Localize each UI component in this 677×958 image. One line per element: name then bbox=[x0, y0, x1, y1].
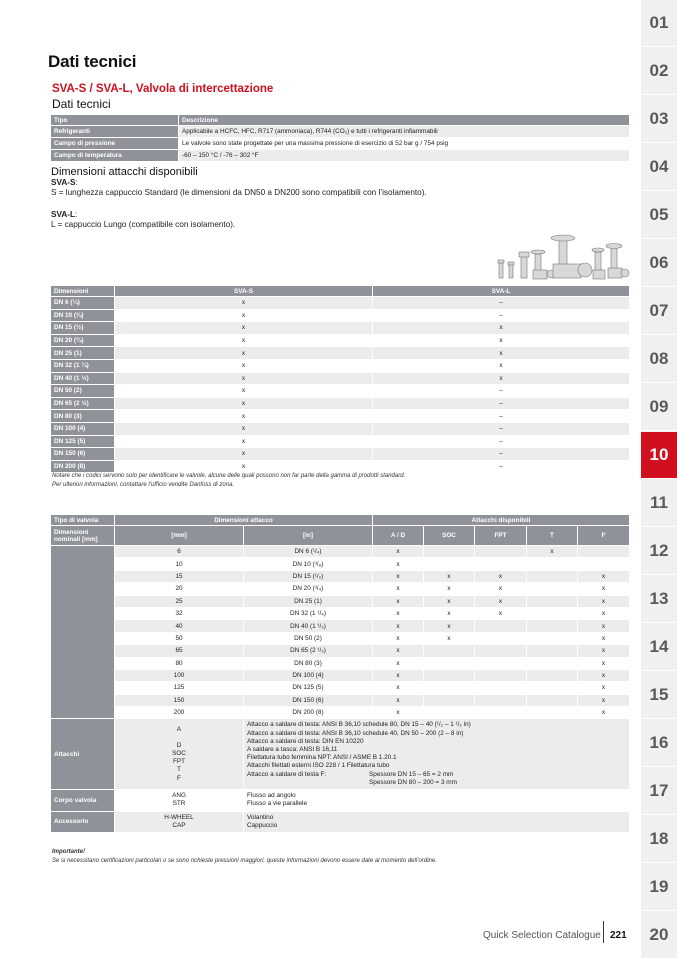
cell-f: x bbox=[578, 707, 630, 719]
table-row bbox=[51, 372, 630, 385]
important-title: Importante! bbox=[52, 849, 85, 855]
section-title: SVA-S / SVA-L, Valvola di intercettazione bbox=[52, 83, 274, 95]
header-fpt: FPT bbox=[475, 526, 527, 546]
row-value: -60 – 150 °C / -76 – 302 °F bbox=[179, 150, 630, 162]
table-row bbox=[51, 422, 630, 435]
sva-s-value: x bbox=[115, 309, 373, 322]
code-cap: CAP bbox=[172, 821, 186, 829]
header-f: F bbox=[578, 526, 630, 546]
attacchi-line: Attacco a saldare di testa: ANSI B 36,10 schedule 80, DN 15 – 40 (¹/₂ – 1 ¹/₂ in) bbox=[247, 721, 471, 729]
cell-f: x bbox=[578, 657, 630, 669]
sva-s-value: x bbox=[115, 297, 373, 310]
chapter-tab-19[interactable]: 19 bbox=[641, 864, 677, 911]
cell-mm: 50 bbox=[115, 632, 244, 644]
dimension-label: DN 200 (8) bbox=[51, 460, 115, 473]
chapter-tabs bbox=[641, 0, 677, 958]
table-row bbox=[51, 150, 630, 162]
header-ad: A / D bbox=[373, 526, 424, 546]
sva-s-value: x bbox=[115, 347, 373, 360]
dimension-label: DN 32 (1 ¼) bbox=[51, 359, 115, 372]
accessorio-line: Cappuccio bbox=[247, 821, 278, 829]
cell-fpt bbox=[475, 669, 527, 681]
sva-s-value: x bbox=[115, 435, 373, 448]
table-row bbox=[51, 397, 630, 410]
cell-f: x bbox=[578, 682, 630, 694]
table-row bbox=[51, 385, 630, 398]
sva-l-value: – bbox=[373, 397, 630, 410]
cell-in: DN 32 (1 ¹/₄) bbox=[244, 607, 373, 619]
accessorio-label: Accessorio bbox=[51, 811, 115, 832]
chapter-tab-14[interactable]: 14 bbox=[641, 624, 677, 671]
cell-t bbox=[527, 682, 578, 694]
sva-s-value: x bbox=[115, 322, 373, 335]
dimensions-table bbox=[50, 285, 630, 473]
table-row bbox=[51, 410, 630, 423]
sva-l-value: x bbox=[373, 359, 630, 372]
note-line-2: Per ulteriori informazioni, contattare l’ufficio vendite Danfoss di zona. bbox=[52, 482, 235, 488]
cell-soc: x bbox=[424, 632, 475, 644]
cell-mm: 200 bbox=[115, 707, 244, 719]
chapter-tab-10[interactable]: 10 bbox=[641, 432, 677, 479]
row-label: Refrigeranti bbox=[51, 126, 179, 138]
table-row bbox=[51, 347, 630, 360]
cell-t bbox=[527, 632, 578, 644]
cell-mm: 32 bbox=[115, 607, 244, 619]
cell-t bbox=[527, 669, 578, 681]
code-t: T bbox=[177, 766, 181, 774]
cell-ad: x bbox=[373, 682, 424, 694]
row-label: Campo di temperatura bbox=[51, 150, 179, 162]
header-sva-l: SVA-L bbox=[373, 286, 630, 297]
attacchi-line: A saldare a tasca: ANSI B 16,11 bbox=[247, 746, 338, 754]
row-value: Le valvole sono state progettate per una massima pressione di esercizio di 52 bar g / 754 psig bbox=[179, 138, 630, 150]
dimensions-title: Dimensioni attacchi disponibili bbox=[51, 166, 198, 178]
cell-mm: 125 bbox=[115, 682, 244, 694]
cell-in: DN 50 (2) bbox=[244, 632, 373, 644]
cell-in: DN 40 (1 ¹/₂) bbox=[244, 620, 373, 632]
sva-l-text: L = cappuccio Lungo (compatibile con isolamento). bbox=[51, 220, 236, 229]
sva-s-colon: : bbox=[75, 178, 78, 187]
cell-fpt: x bbox=[475, 607, 527, 619]
cell-t bbox=[527, 694, 578, 706]
cell-fpt bbox=[475, 657, 527, 669]
sva-s-value: x bbox=[115, 397, 373, 410]
corpo-label: Corpo valvola bbox=[51, 790, 115, 811]
cell-in: DN 200 (8) bbox=[244, 707, 373, 719]
note-line-1: Notare che i codici servono solo per identificare le valvole, alcune delle quali possono non far parte della gamma di prodotti standard. bbox=[52, 473, 406, 479]
cell-fpt bbox=[475, 694, 527, 706]
cell-soc bbox=[424, 546, 475, 558]
sva-l-value: – bbox=[373, 410, 630, 423]
chapter-tab-20[interactable]: 20 bbox=[641, 912, 677, 958]
cell-soc: x bbox=[424, 607, 475, 619]
dimension-label: DN 40 (1 ½) bbox=[51, 372, 115, 385]
chapter-tab-09[interactable]: 09 bbox=[641, 384, 677, 431]
cell-ad: x bbox=[373, 607, 424, 619]
attacchi-f-val2: Spessore DN 80 – 200 = 3 mm bbox=[369, 778, 457, 786]
cell-in: DN 65 (2 ¹/₂) bbox=[244, 645, 373, 657]
code-hwheel: H-WHEEL bbox=[164, 813, 194, 821]
dimension-label: DN 100 (4) bbox=[51, 422, 115, 435]
attacchi-f-line bbox=[247, 779, 626, 787]
cell-in: DN 25 (1) bbox=[244, 595, 373, 607]
chapter-tab-16[interactable]: 16 bbox=[641, 720, 677, 767]
tech-data-table bbox=[50, 114, 630, 162]
cell-mm: 100 bbox=[115, 669, 244, 681]
header-attacchi-disponibili: Attacchi disponibili bbox=[373, 515, 630, 526]
sva-s-value: x bbox=[115, 460, 373, 473]
table-row bbox=[51, 322, 630, 335]
table-row bbox=[51, 694, 630, 706]
cell-fpt bbox=[475, 632, 527, 644]
footer-divider bbox=[603, 921, 604, 943]
cell-fpt bbox=[475, 546, 527, 558]
dimension-label: DN 6 (¼) bbox=[51, 297, 115, 310]
cell-in: DN 150 (6) bbox=[244, 694, 373, 706]
accessorio-line: Volantino bbox=[247, 813, 274, 821]
corpo-codes bbox=[115, 790, 244, 811]
page-title: Dati tecnici bbox=[48, 52, 137, 71]
cell-soc bbox=[424, 707, 475, 719]
corpo-descriptions bbox=[244, 790, 630, 811]
cell-f: x bbox=[578, 694, 630, 706]
table-row bbox=[51, 460, 630, 473]
table-row bbox=[51, 669, 630, 681]
cell-ad: x bbox=[373, 707, 424, 719]
sva-l-colon: : bbox=[74, 210, 78, 219]
cell-ad: x bbox=[373, 694, 424, 706]
accessorio-codes bbox=[115, 811, 244, 832]
cell-f: x bbox=[578, 570, 630, 582]
table-row bbox=[51, 309, 630, 322]
code-d: D bbox=[176, 741, 182, 749]
cell-t bbox=[527, 645, 578, 657]
sva-s-value: x bbox=[115, 359, 373, 372]
attacchi-f-line bbox=[247, 771, 626, 779]
attacchi-label: Attacchi bbox=[51, 719, 115, 790]
sva-s-text: S = lunghezza cappuccio Standard (le dimensioni da DN50 a DN200 sono compatibili con l’isolamento). bbox=[51, 188, 427, 197]
cell-ad: x bbox=[373, 546, 424, 558]
table-row bbox=[51, 583, 630, 595]
cell-soc bbox=[424, 694, 475, 706]
chapter-tab-01[interactable]: 01 bbox=[641, 0, 677, 47]
dimension-label: DN 20 (¾) bbox=[51, 334, 115, 347]
code-soc: SOC bbox=[172, 750, 186, 758]
sva-l-value: – bbox=[373, 385, 630, 398]
table-row bbox=[51, 435, 630, 448]
sva-s-value: x bbox=[115, 372, 373, 385]
header-tipo-valvola: Tipo di valvola bbox=[51, 515, 115, 526]
cell-mm: 40 bbox=[115, 620, 244, 632]
header-sva-s: SVA-S bbox=[115, 286, 373, 297]
cell-mm: 65 bbox=[115, 645, 244, 657]
cell-in: DN 20 (³/₄) bbox=[244, 583, 373, 595]
cell-ad: x bbox=[373, 657, 424, 669]
cell-soc bbox=[424, 669, 475, 681]
sva-l-value: x bbox=[373, 322, 630, 335]
corpo-row bbox=[51, 790, 630, 811]
dimension-label: DN 150 (6) bbox=[51, 448, 115, 461]
chapter-tab-13[interactable]: 13 bbox=[641, 576, 677, 623]
cell-mm: 150 bbox=[115, 694, 244, 706]
table-row bbox=[51, 632, 630, 644]
sva-l-value: x bbox=[373, 334, 630, 347]
dimension-label: DN 80 (3) bbox=[51, 410, 115, 423]
cell-mm: 25 bbox=[115, 595, 244, 607]
row-label: Campo di pressione bbox=[51, 138, 179, 150]
code-spacer bbox=[118, 734, 240, 742]
cell-ad: x bbox=[373, 645, 424, 657]
cell-fpt bbox=[475, 645, 527, 657]
cell-t: x bbox=[527, 546, 578, 558]
chapter-tab-05[interactable]: 05 bbox=[641, 192, 677, 239]
cell-f: x bbox=[578, 645, 630, 657]
attacchi-line: Attacco a saldare di testa: DIN EN 10220 bbox=[247, 737, 364, 745]
sva-s-value: x bbox=[115, 385, 373, 398]
dimension-label: DN 50 (2) bbox=[51, 385, 115, 398]
sva-l-value: – bbox=[373, 422, 630, 435]
code-fpt: FPT bbox=[172, 758, 186, 766]
table-row bbox=[51, 657, 630, 669]
chapter-tab-08[interactable]: 08 bbox=[641, 336, 677, 383]
code-a: A bbox=[176, 725, 182, 733]
cell-fpt bbox=[475, 682, 527, 694]
corpo-line: Flusso ad angolo bbox=[247, 792, 296, 800]
sva-s-value: x bbox=[115, 422, 373, 435]
corpo-line: Flusso a vie parallele bbox=[247, 800, 308, 808]
cell-mm: 15 bbox=[115, 570, 244, 582]
cell-fpt bbox=[475, 707, 527, 719]
cell-t bbox=[527, 570, 578, 582]
attacchi-codes bbox=[115, 719, 244, 790]
header-mm: [mm] bbox=[115, 526, 244, 546]
chapter-tab-02[interactable]: 02 bbox=[641, 48, 677, 95]
table-row bbox=[51, 707, 630, 719]
accessorio-descriptions bbox=[244, 811, 630, 832]
table-row bbox=[51, 607, 630, 619]
header-dimensioni-nominali: Dimensioni nominali [mm] bbox=[51, 526, 115, 546]
cell-fpt bbox=[475, 620, 527, 632]
cell-in: DN 125 (5) bbox=[244, 682, 373, 694]
cell-mm: 80 bbox=[115, 657, 244, 669]
dimension-label: DN 15 (½) bbox=[51, 322, 115, 335]
attacchi-row bbox=[51, 719, 630, 790]
attacchi-f-label: Attacco a saldare di testa F: bbox=[247, 770, 327, 778]
cell-t bbox=[527, 583, 578, 595]
table-row bbox=[51, 138, 630, 150]
cell-in: DN 80 (3) bbox=[244, 657, 373, 669]
cell-t bbox=[527, 707, 578, 719]
cell-in: DN 15 (¹/₂) bbox=[244, 570, 373, 582]
table-row bbox=[51, 359, 630, 372]
table-row bbox=[51, 595, 630, 607]
cell-fpt: x bbox=[475, 595, 527, 607]
cell-ad: x bbox=[373, 570, 424, 582]
header-soc: SOC bbox=[424, 526, 475, 546]
connections-table bbox=[50, 514, 630, 833]
cell-f: x bbox=[578, 607, 630, 619]
table-row bbox=[51, 126, 630, 138]
sva-s-value: x bbox=[115, 410, 373, 423]
cell-soc: x bbox=[424, 595, 475, 607]
chapter-tab-17[interactable]: 17 bbox=[641, 768, 677, 815]
attacchi-f-val1: Spessore DN 15 – 65 = 2 mm bbox=[369, 770, 454, 778]
chapter-tab-07[interactable]: 07 bbox=[641, 288, 677, 335]
footer-catalogue-name: Quick Selection Catalogue bbox=[483, 930, 601, 941]
dimension-label: DN 10 (⅜) bbox=[51, 309, 115, 322]
cell-t bbox=[527, 607, 578, 619]
cell-t bbox=[527, 620, 578, 632]
sva-l-value: x bbox=[373, 372, 630, 385]
chapter-tab-11[interactable]: 11 bbox=[641, 480, 677, 527]
cell-in: DN 6 (¹/₄) bbox=[244, 546, 373, 558]
sva-l-value: – bbox=[373, 448, 630, 461]
cell-f bbox=[578, 558, 630, 570]
cell-f: x bbox=[578, 620, 630, 632]
sva-s-label: SVA-S bbox=[51, 178, 76, 187]
attacchi-line: Attacchi filettati esterni ISO 228 / 1 Filettatura tubo bbox=[247, 762, 390, 770]
cell-in: DN 10 (³/₈) bbox=[244, 558, 373, 570]
sva-s-value: x bbox=[115, 334, 373, 347]
cell-t bbox=[527, 657, 578, 669]
cell-ad: x bbox=[373, 583, 424, 595]
cell-soc: x bbox=[424, 620, 475, 632]
attacchi-line: Filettatura tubo femmina NPT: ANSI / ASME B 1.20.1 bbox=[247, 754, 397, 762]
cell-ad: x bbox=[373, 632, 424, 644]
dimension-label: DN 125 (5) bbox=[51, 435, 115, 448]
header-dimensioni: Dimensioni bbox=[51, 286, 115, 297]
cell-soc bbox=[424, 657, 475, 669]
code-f: F bbox=[177, 774, 181, 782]
cell-in: DN 100 (4) bbox=[244, 669, 373, 681]
accessorio-row bbox=[51, 811, 630, 832]
cell-f: x bbox=[578, 583, 630, 595]
table-row bbox=[51, 546, 630, 558]
chapter-tab-18[interactable]: 18 bbox=[641, 816, 677, 863]
header-descrizione: Descrizione bbox=[179, 115, 630, 126]
cell-ad: x bbox=[373, 669, 424, 681]
sva-s-label-line bbox=[51, 178, 78, 187]
chapter-tab-06[interactable]: 06 bbox=[641, 240, 677, 287]
cell-f bbox=[578, 546, 630, 558]
cell-mm: 6 bbox=[115, 546, 244, 558]
chapter-tab-04[interactable]: 04 bbox=[641, 144, 677, 191]
sva-s-value: x bbox=[115, 448, 373, 461]
cell-ad: x bbox=[373, 558, 424, 570]
sva-l-label: SVA-L bbox=[51, 210, 75, 219]
header-dimensioni-attacco: Dimensioni attacco bbox=[115, 515, 373, 526]
cell-ad: x bbox=[373, 620, 424, 632]
table-row bbox=[51, 334, 630, 347]
cell-mm: 10 bbox=[115, 558, 244, 570]
code-str: STR bbox=[172, 800, 186, 808]
sub-title: Dati tecnici bbox=[52, 97, 111, 111]
sva-l-value: – bbox=[373, 460, 630, 473]
dimension-label: DN 65 (2 ½) bbox=[51, 397, 115, 410]
cell-mm: 20 bbox=[115, 583, 244, 595]
footer-page-number: 221 bbox=[610, 930, 627, 941]
cell-t bbox=[527, 558, 578, 570]
header-tipo: Tipo bbox=[51, 115, 179, 126]
sva-l-value: – bbox=[373, 297, 630, 310]
cell-fpt: x bbox=[475, 583, 527, 595]
sva-l-value: – bbox=[373, 309, 630, 322]
table-row bbox=[51, 682, 630, 694]
code-ang: ANG bbox=[172, 792, 186, 800]
header-t: T bbox=[527, 526, 578, 546]
cell-f: x bbox=[578, 632, 630, 644]
table-row bbox=[51, 448, 630, 461]
cell-fpt bbox=[475, 558, 527, 570]
sva-l-value: x bbox=[373, 347, 630, 360]
header-in: [in] bbox=[244, 526, 373, 546]
table-row bbox=[51, 645, 630, 657]
chapter-tab-03[interactable]: 03 bbox=[641, 96, 677, 143]
row-value: Applicabile a HCFC, HFC, R717 (ammoniaca), R744 (CO₂) e tutti i refrigeranti infiammabili bbox=[179, 126, 630, 138]
sva-l-label-line bbox=[51, 210, 77, 219]
cell-soc: x bbox=[424, 583, 475, 595]
important-text: Se si necessitano certificazioni particolari o se sono richieste pressioni maggiori, queste informazioni devono essere date al momento dell’ordine. bbox=[52, 858, 437, 864]
nominal-dims-label-cell bbox=[51, 546, 115, 719]
table-row bbox=[51, 570, 630, 582]
table-row bbox=[51, 297, 630, 310]
cell-t bbox=[527, 595, 578, 607]
cell-f: x bbox=[578, 595, 630, 607]
table-row bbox=[51, 558, 630, 570]
cell-ad: x bbox=[373, 595, 424, 607]
cell-f: x bbox=[578, 669, 630, 681]
sva-l-value: – bbox=[373, 435, 630, 448]
table-row bbox=[51, 620, 630, 632]
dimension-label: DN 25 (1) bbox=[51, 347, 115, 360]
cell-soc bbox=[424, 682, 475, 694]
valve-product-illustration bbox=[495, 232, 630, 282]
cell-soc bbox=[424, 645, 475, 657]
cell-soc bbox=[424, 558, 475, 570]
chapter-tab-15[interactable]: 15 bbox=[641, 672, 677, 719]
chapter-tab-12[interactable]: 12 bbox=[641, 528, 677, 575]
cell-soc: x bbox=[424, 570, 475, 582]
attacchi-line: Attacco a saldare di testa: ANSI B 36,10 schedule 40, DN 50 – 200 (2 – 8 in) bbox=[247, 729, 464, 737]
attacchi-descriptions bbox=[244, 719, 630, 790]
cell-fpt: x bbox=[475, 570, 527, 582]
